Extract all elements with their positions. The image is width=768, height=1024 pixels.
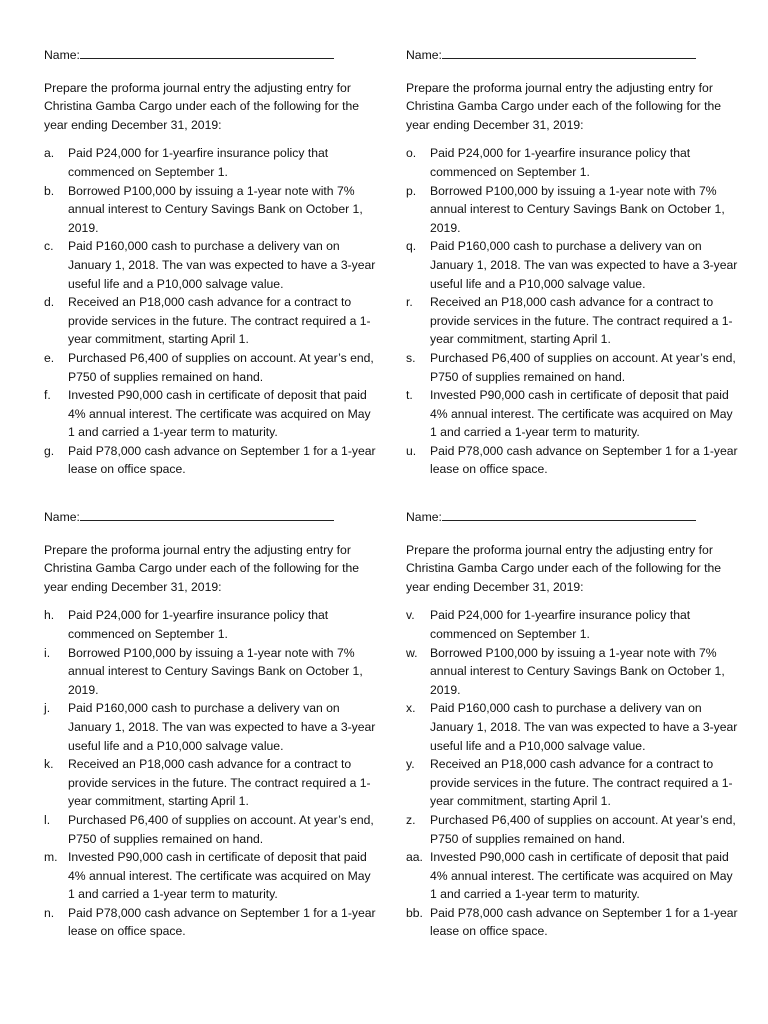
item-marker: u. <box>406 443 417 458</box>
quiz-block-bottom-left <box>44 508 380 941</box>
item-marker: t. <box>406 388 413 403</box>
instructions: Prepare the proforma journal entry the adjusting entry for Christina Gamba Cargo under each of the following for the year ending December 31, 2019: <box>44 542 360 594</box>
item-list <box>406 606 742 941</box>
list-item <box>406 144 742 181</box>
item-text: Received an P18,000 cash advance for a contract to provide services in the future. The contract required a 1-year commitment, starting April 1. <box>68 757 371 809</box>
item-marker: i. <box>44 645 51 660</box>
quiz-block-top-left <box>44 46 380 479</box>
item-text: Received an P18,000 cash advance for a contract to provide services in the future. The contract required a 1-year commitment, starting April 1. <box>430 757 733 809</box>
item-marker: x. <box>406 701 416 716</box>
list-item <box>406 349 742 386</box>
item-text: Purchased P6,400 of supplies on account. At year’s end, P750 of supplies remained on hand. <box>430 812 736 846</box>
name-label: Name: <box>44 510 80 524</box>
name-blank[interactable] <box>80 508 334 521</box>
item-text: Received an P18,000 cash advance for a contract to provide services in the future. The contract required a 1-year commitment, starting April 1. <box>68 295 371 347</box>
item-list <box>44 144 380 479</box>
list-item <box>44 349 380 386</box>
item-marker: g. <box>44 443 55 458</box>
item-marker: w. <box>406 645 418 660</box>
item-marker: a. <box>44 146 55 161</box>
list-item <box>406 606 742 643</box>
item-text: Invested P90,000 cash in certificate of deposit that paid 4% annual interest. The certificate was acquired on May 1 and carried a 1-year term to maturity. <box>430 388 733 440</box>
item-text: Invested P90,000 cash in certificate of deposit that paid 4% annual interest. The certificate was acquired on May 1 and carried a 1-year term to maturity. <box>430 850 733 902</box>
list-item <box>44 699 380 755</box>
list-item <box>44 237 380 293</box>
item-text: Paid P160,000 cash to purchase a delivery van on January 1, 2018. The van was expected to have a 3-year useful life and a P10,000 salvage value. <box>430 239 738 291</box>
item-text: Invested P90,000 cash in certificate of deposit that paid 4% annual interest. The certificate was acquired on May 1 and carried a 1-year term to maturity. <box>68 388 371 440</box>
list-item <box>406 699 742 755</box>
list-item <box>44 293 380 349</box>
item-text: Paid P78,000 cash advance on September 1 for a 1-year lease on office space. <box>430 443 738 477</box>
name-label: Name: <box>406 510 442 524</box>
item-text: Borrowed P100,000 by issuing a 1-year note with 7% annual interest to Century Savings Bank on October 1, 2019. <box>430 645 725 697</box>
item-list <box>406 144 742 479</box>
item-marker: aa. <box>406 850 423 865</box>
name-blank[interactable] <box>442 46 696 59</box>
instructions: Prepare the proforma journal entry the adjusting entry for Christina Gamba Cargo under each of the following for the year ending December 31, 2019: <box>406 542 722 594</box>
item-list <box>44 606 380 941</box>
list-item <box>406 386 742 442</box>
item-text: Borrowed P100,000 by issuing a 1-year note with 7% annual interest to Century Savings Bank on October 1, 2019. <box>430 183 725 235</box>
item-marker: e. <box>44 350 55 365</box>
name-label: Name: <box>44 48 80 62</box>
item-text: Received an P18,000 cash advance for a contract to provide services in the future. The contract required a 1-year commitment, starting April 1. <box>430 295 733 347</box>
item-marker: f. <box>44 388 51 403</box>
item-marker: q. <box>406 239 417 254</box>
quiz-block-bottom-right <box>406 508 742 941</box>
list-item <box>406 904 742 941</box>
item-marker: l. <box>44 812 51 827</box>
list-item <box>44 904 380 941</box>
item-marker: k. <box>44 757 54 772</box>
item-text: Paid P160,000 cash to purchase a delivery van on January 1, 2018. The van was expected to have a 3-year useful life and a P10,000 salvage value. <box>430 701 738 753</box>
item-marker: m. <box>44 850 58 865</box>
list-item <box>44 182 380 238</box>
list-item <box>44 386 380 442</box>
list-item <box>44 442 380 479</box>
item-text: Paid P160,000 cash to purchase a delivery van on January 1, 2018. The van was expected to have a 3-year useful life and a P10,000 salvage value. <box>68 701 376 753</box>
name-line <box>406 46 742 65</box>
item-text: Paid P24,000 for 1-yearfire insurance policy that commenced on September 1. <box>430 608 691 641</box>
name-line <box>406 508 742 527</box>
item-text: Paid P78,000 cash advance on September 1 for a 1-year lease on office space. <box>68 443 376 477</box>
instructions: Prepare the proforma journal entry the adjusting entry for Christina Gamba Cargo under each of the following for the year ending December 31, 2019: <box>406 80 722 132</box>
item-text: Paid P24,000 for 1-yearfire insurance policy that commenced on September 1. <box>68 146 329 179</box>
item-marker: bb. <box>406 905 423 920</box>
list-item <box>44 811 380 848</box>
item-marker: s. <box>406 350 416 365</box>
list-item <box>406 644 742 700</box>
item-text: Paid P160,000 cash to purchase a delivery van on January 1, 2018. The van was expected to have a 3-year useful life and a P10,000 salvage value. <box>68 239 376 291</box>
name-line <box>44 46 380 65</box>
item-marker: n. <box>44 905 55 920</box>
item-text: Paid P78,000 cash advance on September 1 for a 1-year lease on office space. <box>430 905 738 939</box>
list-item <box>406 811 742 848</box>
item-text: Borrowed P100,000 by issuing a 1-year note with 7% annual interest to Century Savings Bank on October 1, 2019. <box>68 183 363 235</box>
item-marker: j. <box>44 701 51 716</box>
list-item <box>406 442 742 479</box>
name-blank[interactable] <box>80 46 334 59</box>
item-text: Purchased P6,400 of supplies on account. At year’s end, P750 of supplies remained on hand. <box>430 350 736 384</box>
item-marker: r. <box>406 295 413 310</box>
item-marker: y. <box>406 757 415 772</box>
item-marker: z. <box>406 812 416 827</box>
list-item <box>406 237 742 293</box>
instructions: Prepare the proforma journal entry the adjusting entry for Christina Gamba Cargo under each of the following for the year ending December 31, 2019: <box>44 80 360 132</box>
list-item <box>44 606 380 643</box>
item-marker: p. <box>406 183 417 198</box>
item-marker: d. <box>44 295 55 310</box>
list-item <box>44 848 380 904</box>
name-label: Name: <box>406 48 442 62</box>
list-item <box>406 755 742 811</box>
name-blank[interactable] <box>442 508 696 521</box>
item-marker: o. <box>406 146 417 161</box>
item-text: Paid P24,000 for 1-yearfire insurance policy that commenced on September 1. <box>68 608 329 641</box>
name-line <box>44 508 380 527</box>
list-item <box>406 848 742 904</box>
item-text: Paid P78,000 cash advance on September 1 for a 1-year lease on office space. <box>68 905 376 939</box>
item-text: Borrowed P100,000 by issuing a 1-year note with 7% annual interest to Century Savings Bank on October 1, 2019. <box>68 645 363 697</box>
item-marker: v. <box>406 608 415 623</box>
list-item <box>44 755 380 811</box>
list-item <box>406 182 742 238</box>
item-text: Purchased P6,400 of supplies on account. At year’s end, P750 of supplies remained on hand. <box>68 350 374 384</box>
quiz-block-top-right <box>406 46 742 479</box>
list-item <box>406 293 742 349</box>
item-marker: b. <box>44 183 55 198</box>
item-text: Purchased P6,400 of supplies on account. At year’s end, P750 of supplies remained on hand. <box>68 812 374 846</box>
item-text: Invested P90,000 cash in certificate of deposit that paid 4% annual interest. The certificate was acquired on May 1 and carried a 1-year term to maturity. <box>68 850 371 902</box>
item-marker: h. <box>44 608 55 623</box>
list-item <box>44 644 380 700</box>
list-item <box>44 144 380 181</box>
item-text: Paid P24,000 for 1-yearfire insurance policy that commenced on September 1. <box>430 146 691 179</box>
item-marker: c. <box>44 239 54 254</box>
